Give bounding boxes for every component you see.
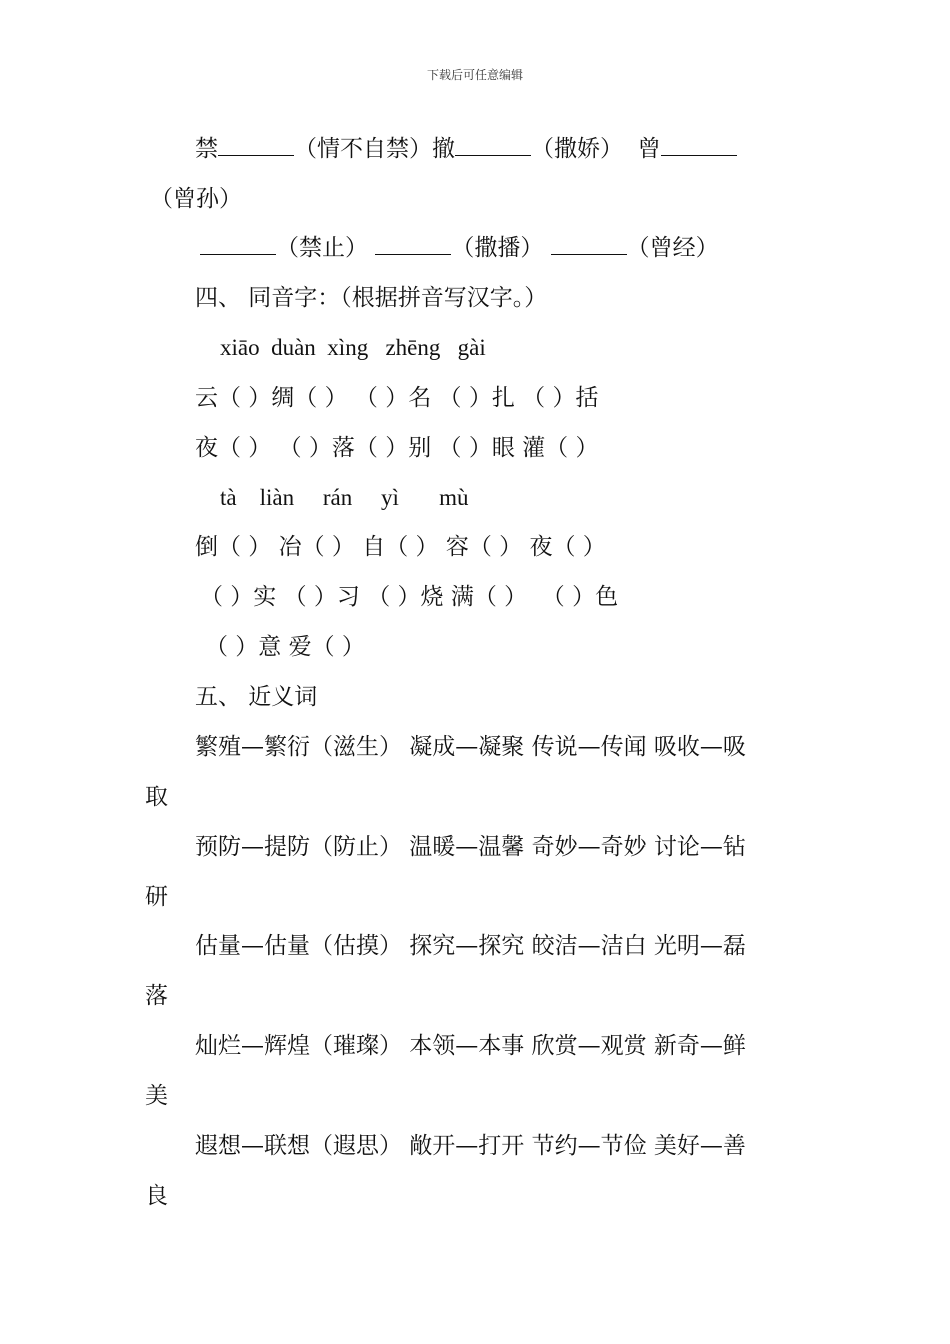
homophone-row-2: 夜（ ） （ ）落（ ）别 （ ）眼 灌（ ） <box>195 435 599 461</box>
polyphonic-row-1-cont: （曾孙） <box>150 186 242 212</box>
polyphonic-word-4: （撒播） <box>451 235 544 261</box>
synonym-line: 预防—提防（防止） 温暖—温馨 奇妙—奇妙 讨论—钻 <box>195 834 746 860</box>
answer-blank[interactable] <box>455 135 531 156</box>
answer-blank[interactable] <box>661 135 737 156</box>
synonym-line: 估量—估量（估摸） 探究—探究 皎洁—洁白 光明—磊 <box>195 933 746 959</box>
polyphonic-word-3: （禁止） <box>276 235 368 261</box>
polyphonic-word-1: （情不自禁）撤 <box>294 136 455 162</box>
pinyin-row-2: tà liàn rán yì mù <box>220 485 469 510</box>
section-5-title: 五、 近义词 <box>195 684 318 710</box>
section-4-title: 四、 同音字：（根据拼音写汉字。） <box>195 285 548 311</box>
polyphonic-word-2: （撒娇） 曾 <box>531 136 661 162</box>
synonym-line-cont: 良 <box>145 1183 168 1209</box>
answer-blank[interactable] <box>200 234 276 255</box>
polyphonic-word-5: （曾经） <box>626 235 719 261</box>
pinyin-row-1: xiāo duàn xìng zhēng gài <box>220 335 486 360</box>
synonym-line: 灿烂—辉煌（璀璨） 本领—本事 欣赏—观赏 新奇—鲜 <box>195 1033 746 1059</box>
homophone-row-3: 倒（ ） 冶（ ） 自（ ） 容（ ） 夜（ ） <box>195 534 606 560</box>
header-note: 下载后可任意编辑 <box>426 68 523 82</box>
synonym-line-cont: 美 <box>145 1083 168 1109</box>
answer-blank[interactable] <box>218 135 294 156</box>
synonym-line: 繁殖—繁衍（滋生） 凝成—凝聚 传说—传闻 吸收—吸 <box>195 734 746 760</box>
homophone-row-4: （ ）实 （ ）习 （ ）烧 满（ ） （ ）色 <box>200 584 619 610</box>
polyphonic-char-1: 禁 <box>195 136 218 162</box>
homophone-row-5: （ ）意 爱（ ） <box>205 634 365 660</box>
polyphonic-row-1 <box>195 134 737 164</box>
synonym-line: 遐想—联想（遐思） 敞开—打开 节约—节俭 美好—善 <box>195 1133 746 1159</box>
polyphonic-row-2 <box>200 233 719 263</box>
synonym-line-cont: 落 <box>145 983 168 1009</box>
answer-blank[interactable] <box>551 234 627 255</box>
synonym-line-cont: 研 <box>145 884 168 910</box>
homophone-row-1: 云（ ）绸（ ） （ ）名 （ ）扎 （ ）括 <box>195 385 599 411</box>
synonym-line-cont: 取 <box>145 784 168 810</box>
answer-blank[interactable] <box>375 234 451 255</box>
